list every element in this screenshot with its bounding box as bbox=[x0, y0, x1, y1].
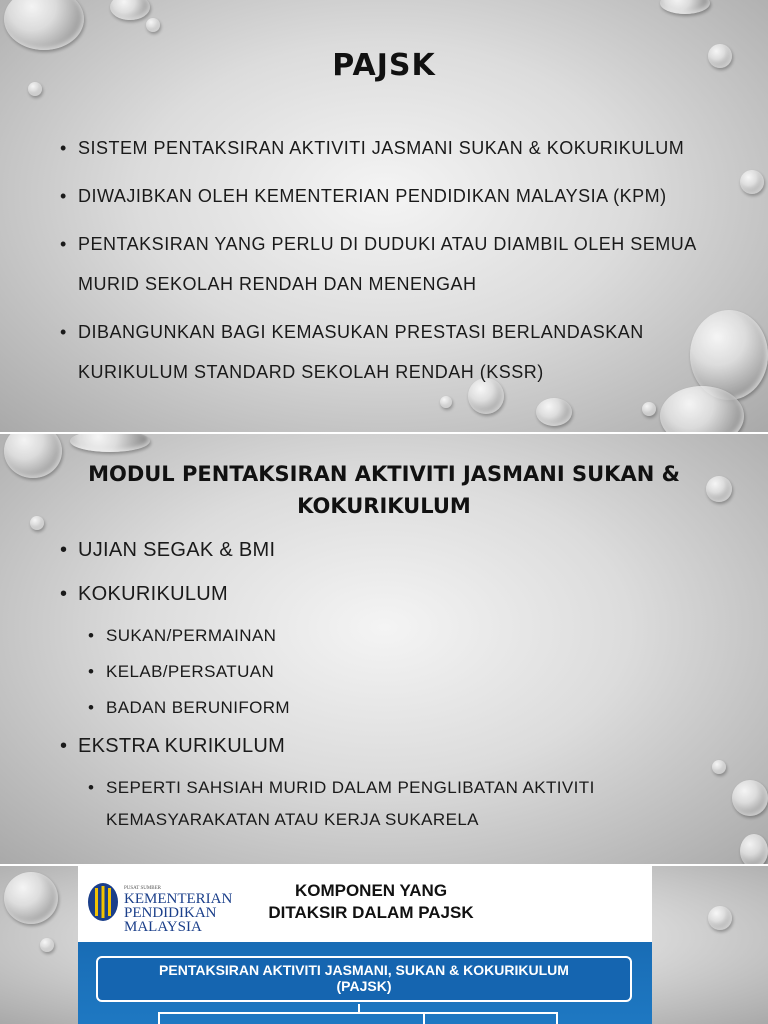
bullet-list bbox=[60, 532, 740, 840]
sub-list-item bbox=[88, 772, 740, 836]
connector-line bbox=[423, 1012, 425, 1024]
list-item-text: DIBANGUNKAN BAGI KEMASUKAN PRESTASI BERLANDASKAN KURIKULUM STANDARD SEKOLAH RENDAH (KSSR) bbox=[78, 322, 644, 382]
slide-3 bbox=[0, 866, 768, 1024]
poster-title-line: DITAKSIR DALAM PAJSK bbox=[268, 903, 474, 922]
bullet-marker: • bbox=[60, 186, 67, 206]
ministry-logo-icon bbox=[86, 880, 120, 924]
list-item bbox=[60, 532, 740, 568]
list-item-text: PENTAKSIRAN YANG PERLU DI DUDUKI ATAU DIAMBIL OLEH SEMUA MURID SEKOLAH RENDAH DAN MENENGAH bbox=[78, 234, 696, 294]
water-drop bbox=[4, 872, 58, 924]
pajsk-box-line: (PAJSK) bbox=[336, 978, 392, 994]
bullet-marker: • bbox=[60, 583, 68, 605]
list-item-text: UJIAN SEGAK & BMI bbox=[78, 539, 276, 561]
sub-list bbox=[88, 620, 740, 724]
water-drop bbox=[740, 834, 768, 864]
water-drop bbox=[146, 18, 160, 32]
slide-title: PAJSK bbox=[332, 48, 436, 83]
list-item-text: EKSTRA KURIKULUM bbox=[78, 735, 286, 757]
poster-header bbox=[78, 866, 652, 942]
connector-line bbox=[158, 1012, 558, 1014]
pajsk-box bbox=[96, 956, 632, 1002]
water-drop bbox=[4, 0, 84, 50]
sub-list-item-text: SUKAN/PERMAINAN bbox=[106, 626, 277, 645]
list-item bbox=[60, 312, 740, 392]
poster-title bbox=[236, 880, 506, 924]
bullet-marker: • bbox=[60, 322, 67, 342]
bullet-marker: • bbox=[88, 662, 95, 681]
sub-list-item bbox=[88, 692, 740, 724]
water-drop bbox=[642, 402, 656, 416]
list-item-text: SISTEM PENTAKSIRAN AKTIVITI JASMANI SUKAN & KOKURIKULUM bbox=[78, 138, 685, 158]
ministry-line: MALAYSIA bbox=[124, 919, 202, 935]
water-drop bbox=[708, 906, 732, 930]
list-item bbox=[60, 128, 740, 168]
water-drop bbox=[28, 82, 42, 96]
list-item bbox=[60, 176, 740, 216]
bullet-marker: • bbox=[88, 626, 95, 645]
water-drop bbox=[740, 170, 764, 194]
poster-title-line: KOMPONEN YANG bbox=[294, 881, 448, 900]
list-item-text: DIWAJIBKAN OLEH KEMENTERIAN PENDIDIKAN MALAYSIA (KPM) bbox=[78, 186, 667, 206]
ministry-line: PENDIDIKAN bbox=[124, 905, 217, 921]
water-drop bbox=[40, 938, 54, 952]
ministry-caption: PUSAT SUMBER bbox=[124, 886, 162, 891]
bullet-marker: • bbox=[60, 539, 68, 561]
sub-list bbox=[88, 772, 740, 836]
sub-list-item-text: BADAN BERUNIFORM bbox=[106, 698, 290, 717]
list-item bbox=[60, 728, 740, 764]
connector-line bbox=[358, 1004, 360, 1012]
list-item bbox=[60, 576, 740, 612]
bullet-marker: • bbox=[60, 234, 67, 254]
bullet-list bbox=[60, 128, 740, 400]
water-drop bbox=[660, 0, 710, 14]
bullet-marker: • bbox=[60, 138, 67, 158]
ministry-line: KEMENTERIAN bbox=[124, 891, 233, 907]
slide-1 bbox=[0, 0, 768, 432]
ministry-name bbox=[124, 886, 232, 934]
list-item bbox=[60, 224, 740, 304]
connector-line bbox=[556, 1012, 558, 1024]
sub-list-item-text: KELAB/PERSATUAN bbox=[106, 662, 275, 681]
sub-list-item bbox=[88, 656, 740, 688]
slide-title: MODUL PENTAKSIRAN AKTIVITI JASMANI SUKAN & KOKURIKULUM bbox=[88, 462, 680, 518]
water-drop bbox=[110, 0, 150, 20]
water-drop bbox=[70, 434, 150, 452]
bullet-marker: • bbox=[88, 698, 95, 717]
sub-list-item-text: SEPERTI SAHSIAH MURID DALAM PENGLIBATAN AKTIVITI KEMASYARAKATAN ATAU KERJA SUKARELA bbox=[106, 778, 595, 829]
poster-image bbox=[78, 866, 652, 1024]
pajsk-box-line: PENTAKSIRAN AKTIVITI JASMANI, SUKAN & KOKURIKULUM bbox=[159, 962, 569, 978]
connector-line bbox=[158, 1012, 160, 1024]
water-drop bbox=[536, 398, 572, 426]
bullet-marker: • bbox=[88, 778, 95, 797]
sub-list-item bbox=[88, 620, 740, 652]
list-item-text: KOKURIKULUM bbox=[78, 583, 228, 605]
slide-2 bbox=[0, 434, 768, 864]
bullet-marker: • bbox=[60, 735, 68, 757]
